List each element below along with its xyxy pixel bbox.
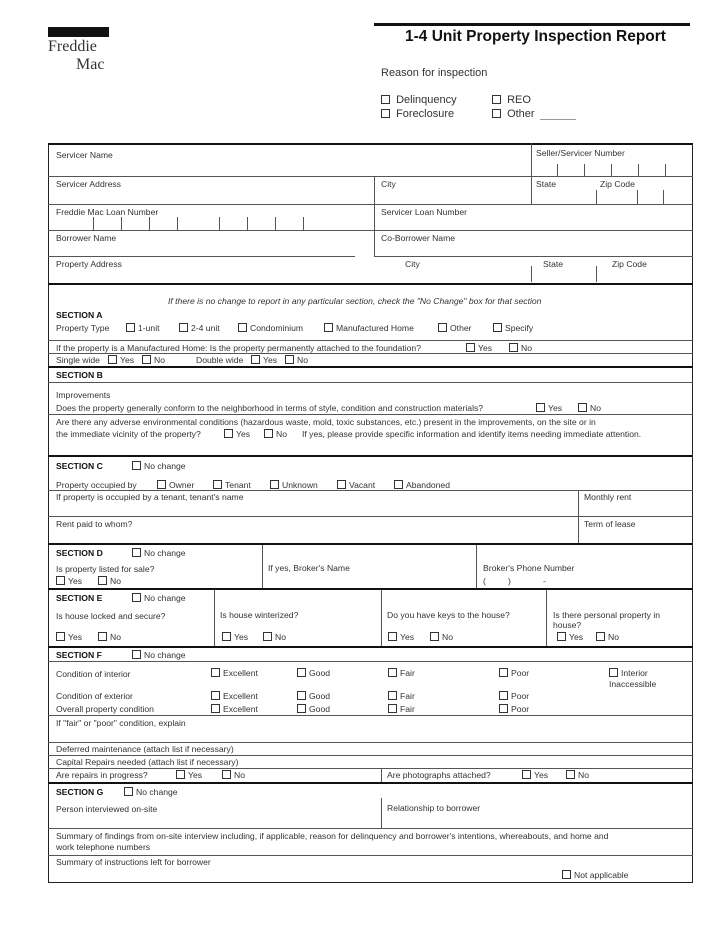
overall-good[interactable]: Good (297, 704, 330, 714)
inaccessible-label: Inaccessible (609, 679, 657, 689)
checkbox-icon (562, 870, 571, 879)
divider (476, 545, 477, 588)
phone-mask-close: ) (508, 576, 511, 586)
section-e-no-change[interactable]: No change (132, 593, 186, 603)
overall-fair[interactable]: Fair (388, 704, 415, 714)
summary-findings-line1: Summary of findings from on-site interview including, if applicable, reason for delinquency and borrower's intentions, whereabouts, and home and (56, 831, 609, 841)
checkbox-icon (430, 632, 439, 641)
tick (584, 164, 585, 176)
checkbox-icon (499, 691, 508, 700)
overall-excellent[interactable]: Excellent (211, 704, 258, 714)
section-rule (48, 366, 693, 368)
row-line (48, 256, 355, 257)
checkbox-icon (176, 770, 185, 779)
row-line (48, 768, 693, 769)
explain-label: If "fair" or "poor" condition, explain (56, 718, 186, 728)
seller-servicer-number-label: Seller/Servicer Number (536, 148, 625, 158)
interior-fair[interactable]: Fair (388, 668, 415, 678)
checkbox-icon (297, 704, 306, 713)
zip2-label: Zip Code (612, 259, 647, 269)
conform-no[interactable]: No (578, 403, 601, 413)
row-line (48, 230, 693, 231)
broker-name-label: If yes, Broker's Name (268, 563, 350, 573)
checkbox-icon (157, 480, 166, 489)
deferred-label: Deferred maintenance (attach list if necessary) (56, 744, 234, 754)
checkbox-icon (213, 480, 222, 489)
exterior-poor[interactable]: Poor (499, 691, 529, 701)
repairs-yes[interactable]: Yes (176, 770, 202, 780)
section-a-heading: SECTION A (56, 310, 103, 320)
tick (303, 217, 304, 230)
type-2-4-unit[interactable]: 2-4 unit (179, 323, 220, 333)
adverse-note: If yes, please provide specific information and identify items needing immediate attention. (302, 429, 642, 439)
servicer-name-field[interactable] (56, 160, 526, 174)
row-line (48, 204, 693, 205)
state-label: State (536, 179, 557, 189)
checkbox-icon (222, 770, 231, 779)
row-line (48, 755, 693, 756)
checkbox-icon (179, 323, 188, 332)
section-rule (48, 283, 693, 285)
repairs-no[interactable]: No (222, 770, 245, 780)
checkbox-icon (388, 691, 397, 700)
checkbox-icon (238, 323, 247, 332)
tick (121, 217, 122, 230)
checkbox-icon (596, 632, 605, 641)
type-1-unit[interactable]: 1-unit (126, 323, 160, 333)
adverse-question-line1: Are there any adverse environmental conditions (hazardous waste, mold, toxic substances, etc.) present in the improvements, on the site or in (56, 417, 596, 427)
divider (531, 176, 532, 204)
occupant-unknown[interactable]: Unknown (270, 480, 318, 490)
conform-question: Does the property generally conform to the neighborhood in terms of style, condition and construction materials? (56, 403, 484, 413)
section-c-no-change[interactable]: No change (132, 461, 186, 471)
occupied-by-label: Property occupied by (56, 480, 137, 490)
keys-question: Do you have keys to the house? (387, 610, 510, 620)
checkbox-icon (142, 355, 151, 364)
improvements-label: Improvements (56, 390, 111, 400)
personal-property-question-line2: house? (553, 620, 582, 630)
checkbox-icon (211, 704, 220, 713)
locked-yes[interactable]: Yes (56, 632, 82, 642)
checkbox-icon (493, 323, 502, 332)
checkbox-icon (466, 343, 475, 352)
reason-other[interactable]: Other (492, 108, 535, 120)
monthly-rent-label: Monthly rent (584, 492, 632, 502)
manufactured-question: If the property is a Manufactured Home: Is the property permanently attached to the foundation? (56, 343, 421, 353)
tick (611, 164, 612, 176)
winterized-no[interactable]: No (263, 632, 286, 642)
conform-yes[interactable]: Yes (536, 403, 562, 413)
row-line (48, 353, 693, 354)
section-b-heading: SECTION B (56, 370, 103, 380)
tick (219, 217, 220, 230)
checkbox-icon (224, 429, 233, 438)
single-wide-label: Single wide (56, 355, 100, 365)
checkbox-icon (557, 632, 566, 641)
adverse-question-line2: the immediate vicinity of the property? (56, 429, 201, 439)
row-line (48, 340, 693, 341)
checkbox-icon (132, 548, 141, 557)
winterized-question: Is house winterized? (220, 610, 299, 620)
section-d-no-change[interactable]: No change (132, 548, 186, 558)
logo-line1: Freddie (48, 38, 97, 55)
single-wide-no[interactable]: No (142, 355, 165, 365)
adverse-no[interactable]: No (264, 429, 287, 439)
type-manufactured[interactable]: Manufactured Home (324, 323, 414, 333)
checkbox-icon (124, 787, 133, 796)
section-rule (48, 782, 693, 784)
checkbox-icon (324, 323, 333, 332)
divider (381, 590, 382, 646)
row-line (48, 414, 693, 415)
divider (596, 190, 597, 204)
interior-excellent[interactable]: Excellent (211, 668, 258, 678)
occupant-abandoned[interactable]: Abandoned (394, 480, 450, 490)
instructions-label: Summary of instructions left for borrower (56, 857, 211, 867)
checkbox-icon (388, 704, 397, 713)
occupant-owner[interactable]: Owner (157, 480, 194, 490)
manufactured-no[interactable]: No (509, 343, 532, 353)
divider (262, 545, 263, 588)
tick (638, 164, 639, 176)
occupant-vacant[interactable]: Vacant (337, 480, 375, 490)
checkbox-icon (56, 632, 65, 641)
checkbox-icon (108, 355, 117, 364)
checkbox-icon (270, 480, 279, 489)
divider (531, 143, 532, 176)
checkbox-icon (438, 323, 447, 332)
occupant-tenant[interactable]: Tenant (213, 480, 251, 490)
reason-foreclosure[interactable]: Foreclosure (381, 108, 454, 120)
section-rule (48, 588, 693, 590)
row-line (48, 828, 693, 829)
personal-yes[interactable]: Yes (557, 632, 583, 642)
section-g-no-change[interactable]: No change (124, 787, 178, 797)
personal-property-question-line1: Is there personal property in (553, 610, 661, 620)
type-specify[interactable]: Specify (493, 323, 533, 333)
page-title: 1-4 Unit Property Inspection Report (405, 28, 666, 45)
double-wide-no[interactable]: No (285, 355, 308, 365)
reason-delinquency[interactable]: Delinquency (381, 94, 457, 106)
double-wide-label: Double wide (196, 355, 244, 365)
tick (93, 217, 94, 230)
checkbox-icon (499, 668, 508, 677)
row-line (48, 176, 693, 177)
phone-mask-open: ( (483, 576, 486, 586)
logo-bar (48, 27, 109, 37)
co-borrower-name-label: Co-Borrower Name (381, 233, 456, 243)
exterior-fair[interactable]: Fair (388, 691, 415, 701)
tick (275, 217, 276, 230)
photos-yes[interactable]: Yes (522, 770, 548, 780)
row-line (48, 490, 693, 491)
listed-yes[interactable]: Yes (56, 576, 82, 586)
row-line (48, 382, 693, 383)
checkbox-icon (381, 109, 390, 118)
checkbox-icon (609, 668, 618, 677)
loan-number-label: Freddie Mac Loan Number (56, 207, 159, 217)
instruction-text: If there is no change to report in any particular section, check the "No Change" box for that section (168, 296, 542, 306)
checkbox-icon (132, 461, 141, 470)
divider (596, 266, 597, 282)
listed-no[interactable]: No (98, 576, 121, 586)
rent-paid-to-label: Rent paid to whom? (56, 519, 133, 529)
phone-mask-dash: - (543, 576, 546, 586)
tick (557, 164, 558, 176)
listed-question: Is property listed for sale? (56, 564, 155, 574)
personal-no[interactable]: No (596, 632, 619, 642)
photos-question: Are photographs attached? (387, 770, 491, 780)
not-applicable-checkbox[interactable]: Not applicable (562, 870, 628, 880)
divider (663, 190, 664, 204)
tenant-name-label: If property is occupied by a tenant, tenant's name (56, 492, 244, 502)
checkbox-icon (536, 403, 545, 412)
checkbox-icon (381, 95, 390, 104)
checkbox-icon (499, 704, 508, 713)
checkbox-icon (222, 632, 231, 641)
checkbox-icon (388, 632, 397, 641)
city-label: City (381, 179, 396, 189)
section-f-heading: SECTION F (56, 650, 102, 660)
zip-label: Zip Code (600, 179, 635, 189)
divider (374, 176, 375, 204)
type-other[interactable]: Other (438, 323, 472, 333)
checkbox-icon (492, 95, 501, 104)
section-d-heading: SECTION D (56, 548, 103, 558)
checkbox-icon (263, 632, 272, 641)
checkbox-icon (98, 632, 107, 641)
divider (546, 590, 547, 646)
exterior-good[interactable]: Good (297, 691, 330, 701)
checkbox-icon (98, 576, 107, 585)
checkbox-icon (394, 480, 403, 489)
frame-top-rule (48, 143, 693, 145)
section-c-heading: SECTION C (56, 461, 103, 471)
reason-label: Reason for inspection (381, 67, 488, 79)
row-line (48, 516, 693, 517)
summary-findings-line2: work telephone numbers (56, 842, 151, 852)
servicer-loan-number-label: Servicer Loan Number (381, 207, 467, 217)
checkbox-icon (509, 343, 518, 352)
logo-line2: Mac (76, 56, 105, 73)
exterior-excellent[interactable]: Excellent (211, 691, 258, 701)
checkbox-icon (132, 650, 141, 659)
checkbox-icon (492, 109, 501, 118)
section-rule (48, 543, 693, 545)
locked-no[interactable]: No (98, 632, 121, 642)
other-line (540, 119, 576, 120)
checkbox-icon (132, 593, 141, 602)
checkbox-icon (56, 576, 65, 585)
capital-label: Capital Repairs needed (attach list if necessary) (56, 757, 239, 767)
overall-label: Overall property condition (56, 704, 154, 714)
interior-poor[interactable]: Poor (499, 668, 529, 678)
row-line (48, 855, 693, 856)
checkbox-icon (211, 691, 220, 700)
locked-question: Is house locked and secure? (56, 611, 166, 621)
adverse-yes[interactable]: Yes (224, 429, 250, 439)
double-wide-yes[interactable]: Yes (251, 355, 277, 365)
tick (149, 217, 150, 230)
term-of-lease-label: Term of lease (584, 519, 636, 529)
divider (531, 266, 532, 282)
type-condominium[interactable]: Condominium (238, 323, 303, 333)
keys-no[interactable]: No (430, 632, 453, 642)
interior-inaccessible[interactable]: Interior (609, 668, 648, 678)
interior-label: Condition of interior (56, 669, 131, 679)
checkbox-icon (297, 668, 306, 677)
checkbox-icon (211, 668, 220, 677)
section-f-no-change[interactable]: No change (132, 650, 186, 660)
reason-reo[interactable]: REO (492, 94, 531, 106)
relationship-label: Relationship to borrower (387, 803, 481, 813)
divider (381, 768, 382, 782)
row-line (48, 715, 693, 716)
divider (214, 590, 215, 646)
exterior-label: Condition of exterior (56, 691, 133, 701)
checkbox-icon (126, 323, 135, 332)
checkbox-icon (566, 770, 575, 779)
row-line (48, 742, 693, 743)
checkbox-icon (264, 429, 273, 438)
single-wide-yes[interactable]: Yes (108, 355, 134, 365)
servicer-address-label: Servicer Address (56, 179, 121, 189)
broker-phone-label: Broker's Phone Number (483, 563, 575, 573)
tick (665, 164, 666, 176)
checkbox-icon (522, 770, 531, 779)
city2-label: City (405, 259, 420, 269)
overall-poor[interactable]: Poor (499, 704, 529, 714)
person-interviewed-label: Person interviewed on-site (56, 804, 158, 814)
section-rule (48, 646, 693, 648)
checkbox-icon (337, 480, 346, 489)
checkbox-icon (388, 668, 397, 677)
checkbox-icon (251, 355, 260, 364)
divider (637, 190, 638, 204)
borrower-name-label: Borrower Name (56, 233, 117, 243)
interior-good[interactable]: Good (297, 668, 330, 678)
title-rule (374, 23, 690, 26)
checkbox-icon (297, 691, 306, 700)
state2-label: State (543, 259, 564, 269)
winterized-yes[interactable]: Yes (222, 632, 248, 642)
servicer-name-label: Servicer Name (56, 150, 113, 160)
section-e-heading: SECTION E (56, 593, 103, 603)
keys-yes[interactable]: Yes (388, 632, 414, 642)
section-rule (48, 455, 693, 457)
photos-no[interactable]: No (566, 770, 589, 780)
tick (177, 217, 178, 230)
property-address-label: Property Address (56, 259, 122, 269)
checkbox-icon (578, 403, 587, 412)
manufactured-yes[interactable]: Yes (466, 343, 492, 353)
divider (381, 798, 382, 828)
section-g-heading: SECTION G (56, 787, 104, 797)
row-line (374, 256, 693, 257)
tick (247, 217, 248, 230)
checkbox-icon (285, 355, 294, 364)
row-line (48, 661, 693, 662)
property-type-label: Property Type (56, 323, 110, 333)
repairs-question: Are repairs in progress? (56, 770, 148, 780)
